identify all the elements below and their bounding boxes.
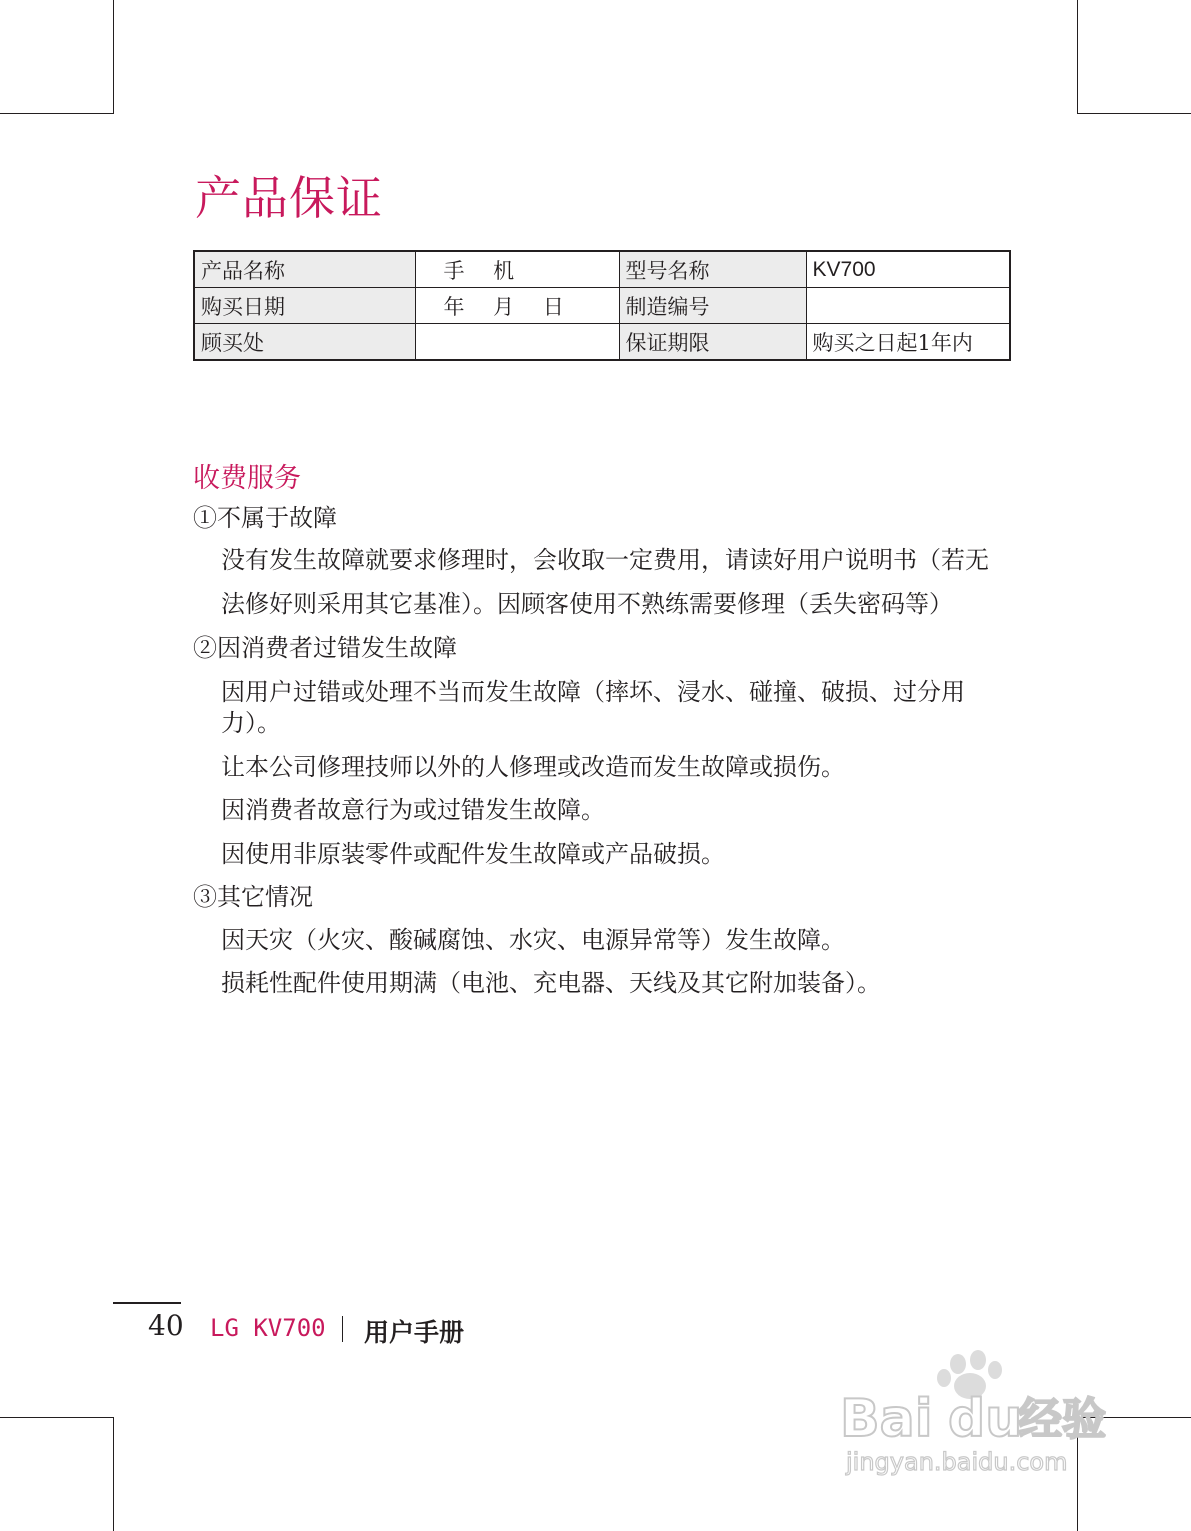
paragraph-line: 力）。 (221, 709, 281, 737)
section-title: 收费服务 (193, 463, 301, 494)
footer-brand: LG KV700 (210, 1314, 326, 1342)
footer-separator (342, 1316, 343, 1342)
table-row (194, 288, 1010, 324)
subheading-not-fault: ①不属于故障 (193, 504, 337, 532)
purchase-date-label: 购买日期 (194, 288, 415, 324)
paragraph-line: 因使用非原装零件或配件发生故障或产品破损。 (221, 840, 725, 868)
warranty-info-table (193, 250, 1011, 361)
paragraph-line: 没有发生故障就要求修理时，会收取一定费用，请读好用户说明书（若无 (221, 546, 989, 574)
crop-mark-top-right-vertical (1077, 0, 1078, 114)
warranty-period-label: 保证期限 (619, 324, 806, 361)
purchase-place-value (415, 324, 619, 361)
watermark-url: jingyan.baidu.com (846, 1448, 1068, 1476)
footer-manual-label: 用户手册 (364, 1318, 465, 1347)
crop-mark-top-right-horizontal (1077, 113, 1191, 114)
paragraph-line: 让本公司修理技师以外的人修理或改造而发生故障或损伤。 (221, 753, 845, 781)
purchase-date-value: 年 月 日 (415, 288, 619, 324)
paragraph-line: 法修好则采用其它基准）。因顾客使用不熟练需要修理（丢失密码等） (221, 590, 953, 618)
serial-number-value (806, 288, 1010, 324)
purchase-place-label: 顾买处 (194, 324, 415, 361)
subheading-other-cases: ③其它情况 (193, 883, 313, 911)
baidu-jingyan-watermark (840, 1350, 1130, 1480)
paragraph-line: 因用户过错或处理不当而发生故障（摔坏、浸水、碰撞、破损、过分用 (221, 678, 965, 706)
table-row (194, 251, 1010, 288)
model-name-value: KV700 (806, 251, 1010, 288)
table-row (194, 324, 1010, 361)
crop-mark-bottom-left-vertical (113, 1417, 114, 1531)
model-name-label: 型号名称 (619, 251, 806, 288)
paragraph-line: 因消费者故意行为或过错发生故障。 (221, 796, 605, 824)
watermark-logo-text-cn: 经验 (1018, 1394, 1106, 1445)
footer-rule (113, 1302, 181, 1304)
crop-mark-top-left-horizontal (0, 113, 114, 114)
paragraph-line: 损耗性配件使用期满（电池、充电器、天线及其它附加装备）。 (221, 969, 881, 997)
watermark-logo-text-du: du (948, 1389, 1023, 1449)
crop-mark-top-left-vertical (113, 0, 114, 114)
crop-mark-bottom-left-horizontal (0, 1417, 114, 1418)
page-number: 40 (148, 1309, 184, 1342)
serial-number-label: 制造编号 (619, 288, 806, 324)
watermark-logo-text: Bai (840, 1389, 933, 1449)
product-name-value: 手 机 (415, 251, 619, 288)
product-name-label: 产品名称 (194, 251, 415, 288)
paragraph-line: 因天灾（火灾、酸碱腐蚀、水灾、电源异常等）发生故障。 (221, 926, 845, 954)
page-title: 产品保证 (195, 171, 383, 225)
warranty-period-value: 购买之日起1年内 (806, 324, 1010, 361)
subheading-consumer-fault: ②因消费者过错发生故障 (193, 634, 457, 662)
